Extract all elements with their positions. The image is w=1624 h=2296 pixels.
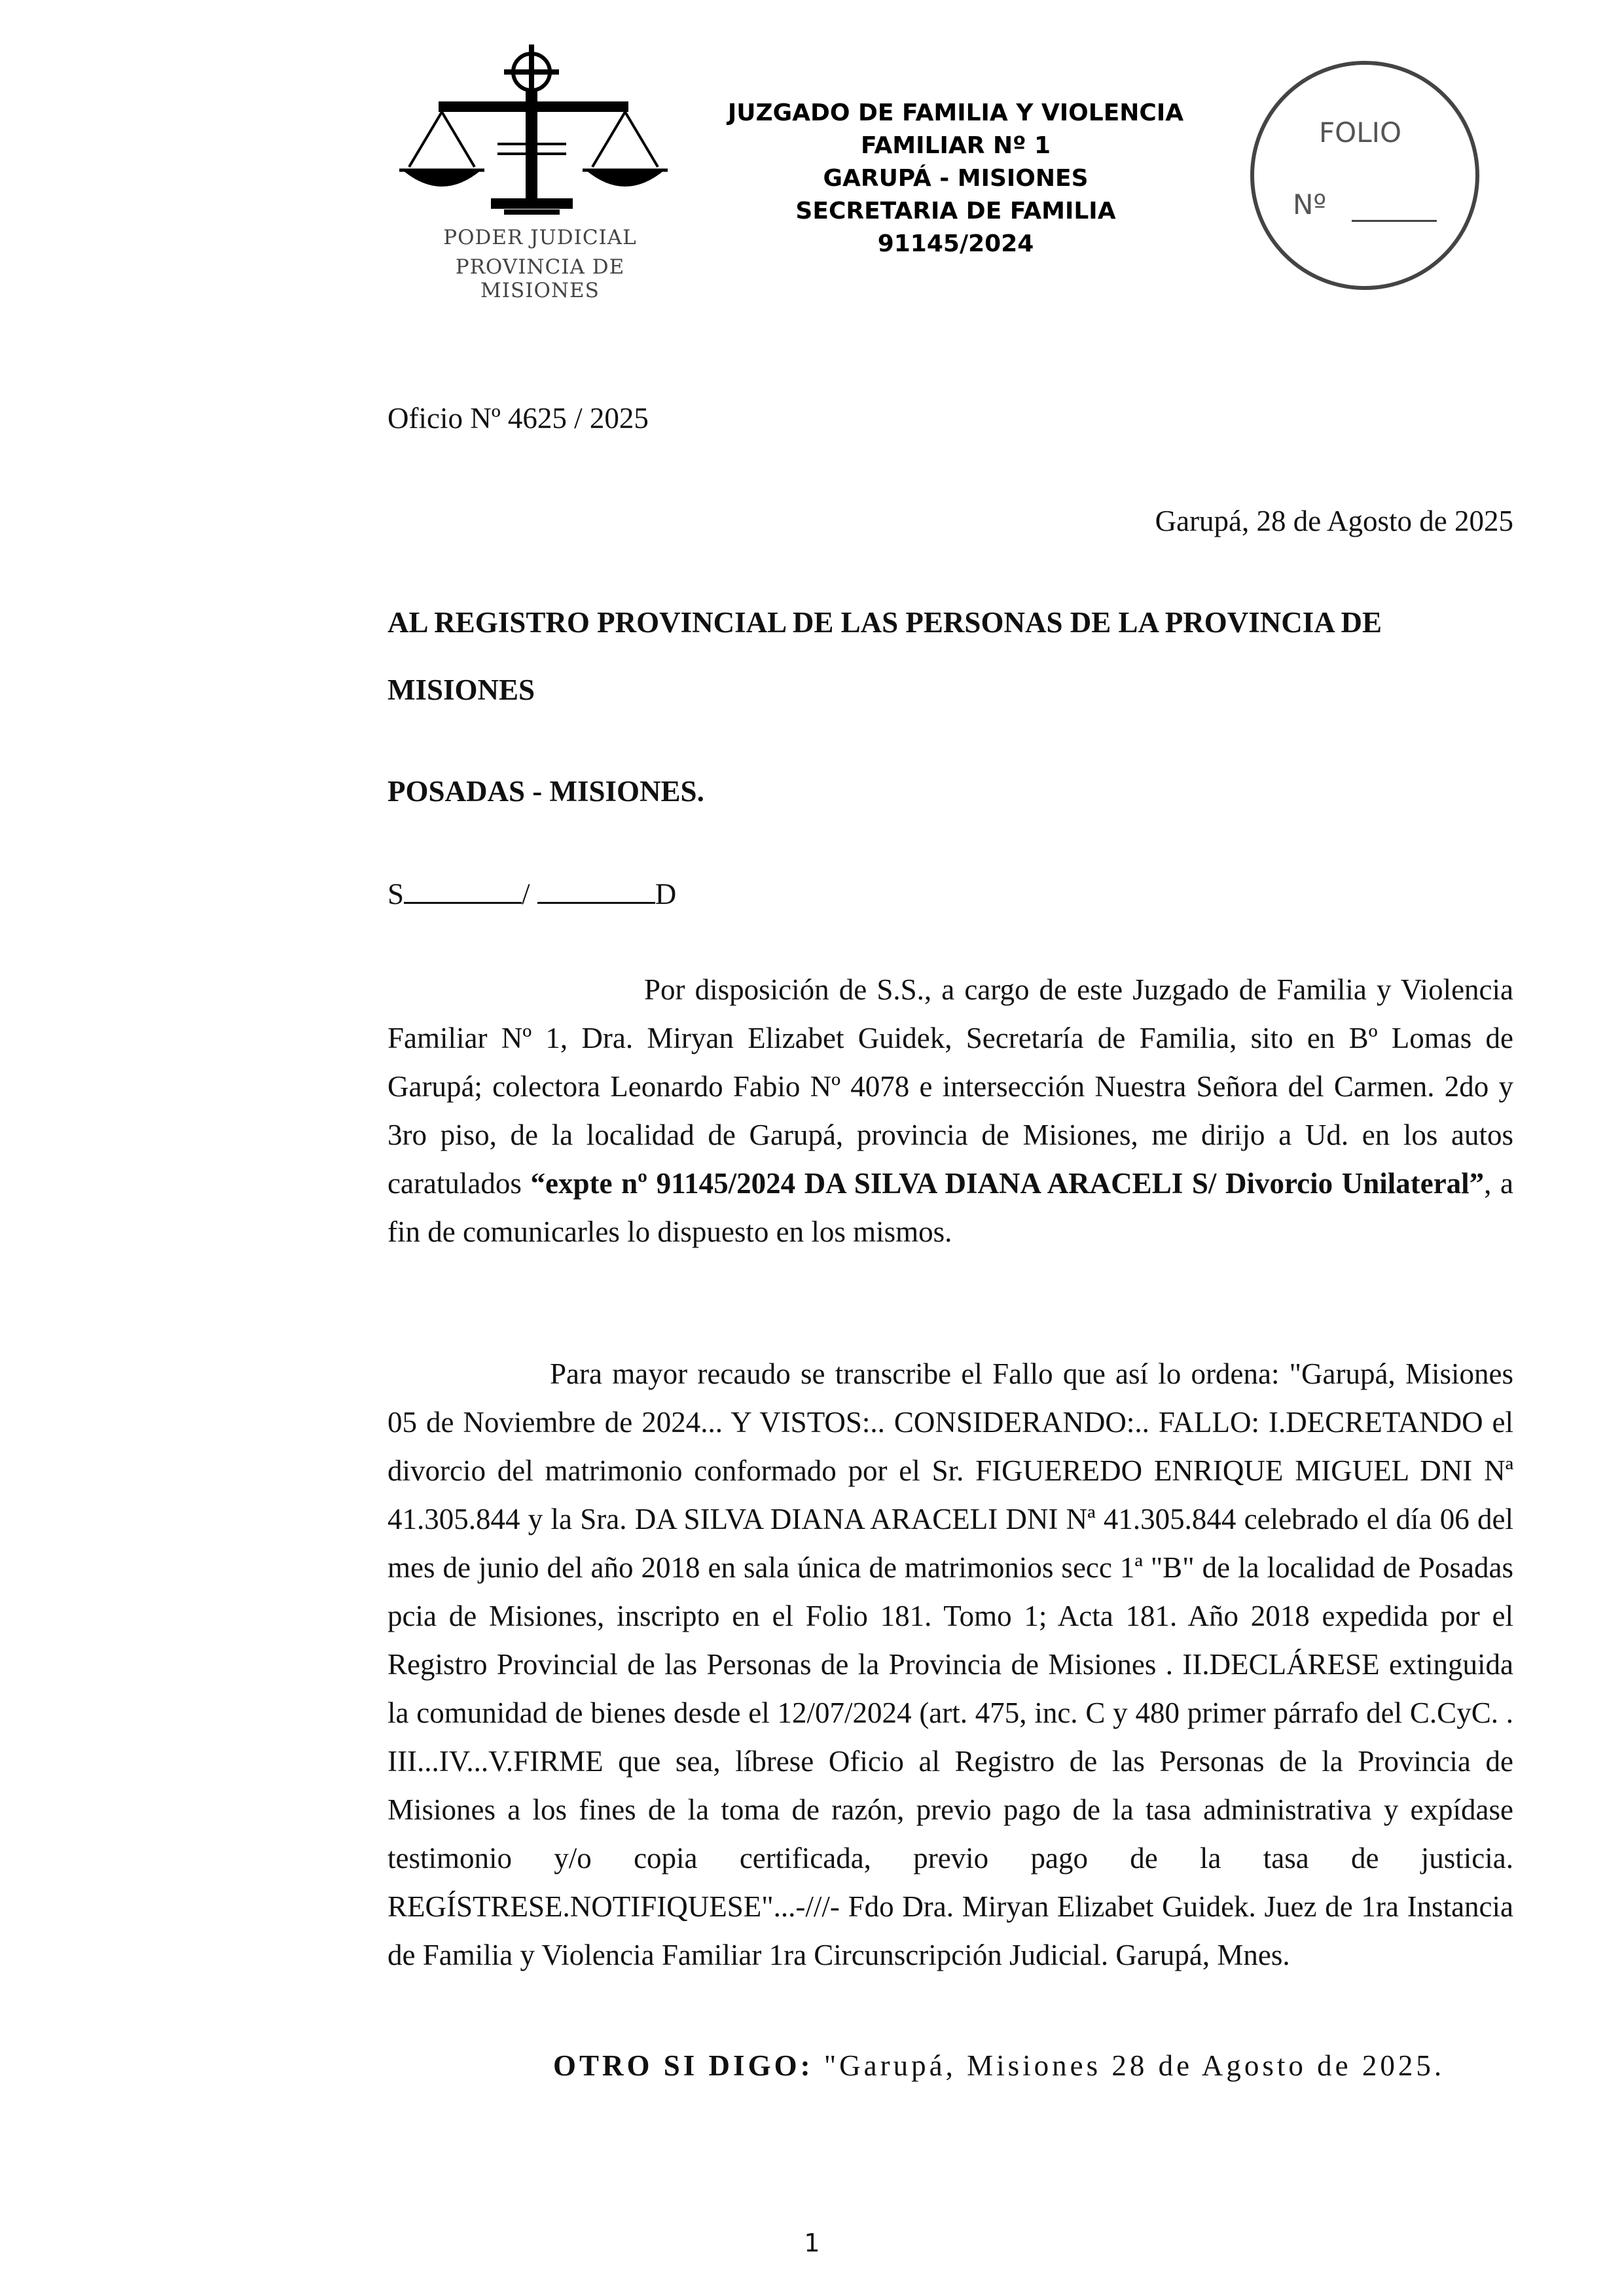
court-name-line1: JUZGADO DE FAMILIA Y VIOLENCIA: [727, 99, 1184, 126]
paragraph-fallo: Para mayor recaudo se transcribe el Fallo que así lo ordena: "Garupá, Misiones 05 de Noviembre de 2024... Y VISTOS:.. CONSIDERANDO:.. FALLO: I.DECRETANDO el divorcio del matrimonio conformado por el Sr. FIGUEREDO ENRIQUE MIGUEL DNI Nª 41.305.844 y la Sra. DA SILVA DIANA ARACELI DNI Nª 41.305.844 celebrado el día 06 del mes de junio del año 2018 en sala única de matrimonios secc 1ª "B" de la localidad de Posadas pcia de Misiones, inscripto en el Folio 181. Tomo 1; Acta 181. Año 2018 expedida por el Registro Provincial de las Personas de la Provincia de Misiones . II.DECLÁRESE extinguida la comunidad de bienes desde el 12/07/2024 (art. 475, inc. C y 480 primer párrafo del C.CyC. . III...IV...V.FIRME que sea, líbrese Oficio al Registro de las Personas de la Provincia de Misiones a los fines de la toma de razón, previo pago de la tasa administrativa y expídase testimonio y/o copia certificada, previo pago de la tasa de justicia. REGÍSTRESE.NOTIFIQUESE"...-///- Fdo Dra. Miryan Elizabet Guidek. Juez de 1ra Instancia de Familia y Violencia Familiar 1ra Circunscripción Judicial. Garupá, Mnes.: [388, 1357, 1513, 1971]
poder-judicial-logo: [393, 39, 687, 302]
salutation-blank-1: [404, 877, 522, 904]
otro-si-digo: [553, 2049, 1513, 2083]
salutation: [388, 877, 676, 911]
paragraph1-text-before: Por disposición de S.S., a cargo de este Juzgado de Familia y Violencia Familiar Nº 1, Dra. Miryan Elizabet Guidek, Secretaría de Familia, sito en Bº Lomas de Garupá; colectora Leonardo Fabio Nº 4078 e intersección Nuestra Señora del Carmen. 2do y 3ro piso, de la localidad de Garupá, provincia de Misiones, me dirijo a Ud. en los autos caratulados: [388, 973, 1513, 1200]
file-number: 91145/2024: [877, 230, 1034, 257]
salutation-blank-2: [537, 877, 655, 904]
court-location: GARUPÁ - MISIONES: [823, 165, 1089, 192]
court-name-line2: FAMILIAR Nº 1: [860, 132, 1051, 159]
folio-label: FOLIO: [1319, 117, 1402, 149]
salutation-start: S: [388, 878, 405, 910]
scales-of-justice-icon: [393, 39, 687, 236]
salutation-separator: /: [522, 878, 530, 910]
court-header: [694, 97, 1218, 260]
folio-number-blank: [1352, 220, 1437, 222]
case-title: “expte nº 91145/2024 DA SILVA DIANA ARACELI S/ Divorcio Unilateral”: [530, 1167, 1485, 1200]
folio-number-label: Nº: [1293, 188, 1327, 221]
paragraph1-text-after: , a fin de comunicarles lo dispuesto en los mismos.: [388, 1167, 1514, 1248]
addressee-line1: AL REGISTRO PROVINCIAL DE LAS PERSONAS DE LA PROVINCIA DE: [388, 606, 1382, 639]
paragraph-disposicion: [388, 965, 1513, 1256]
otro-si-digo-label: OTRO SI DIGO:: [553, 2049, 814, 2082]
city-line: POSADAS - MISIONES.: [388, 775, 704, 808]
otro-si-digo-text: "Garupá, Misiones 28 de Agosto de 2025.: [813, 2049, 1445, 2082]
page-number: 1: [804, 2229, 820, 2257]
logo-text-line2: PROVINCIA DE MISIONES: [455, 255, 625, 302]
salutation-end: D: [655, 878, 677, 910]
folio-circle-icon: [1247, 58, 1483, 293]
court-secretary: SECRETARIA DE FAMILIA: [795, 198, 1116, 224]
oficio-number: Oficio Nº 4625 / 2025: [388, 402, 649, 435]
folio-stamp: [1247, 58, 1483, 293]
logo-text-line1: PODER JUDICIAL: [443, 226, 637, 249]
date-line: Garupá, 28 de Agosto de 2025: [1155, 505, 1513, 537]
addressee-line2: MISIONES: [388, 673, 535, 706]
